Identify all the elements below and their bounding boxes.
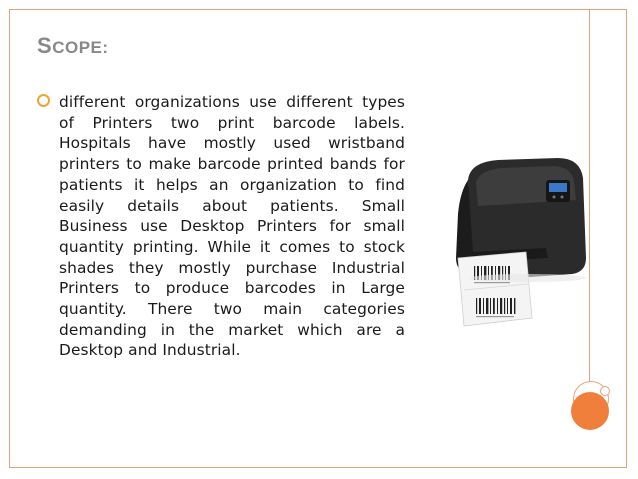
bullet-text: different organizations use different types of Printers two print barcode labels. Hospitals have mostly used wristband printers to make barcode printed bands for patients it helps an organization to find easily details about patients. Small Business use Desktop Printers for small quantity printing. While it comes to stock shades they mostly purchase Industrial Printers to produce barcodes in Large quantity. There two main categories demanding in the market which are a Desktop and Industrial. (59, 93, 405, 360)
decorative-circle-small (600, 386, 610, 396)
accent-rule (589, 9, 590, 395)
title-rest: COPE: (52, 38, 109, 57)
slide-title (37, 33, 109, 59)
bullet-list (37, 92, 407, 361)
title-initial: S (37, 33, 53, 58)
decorative-circle-filled (571, 392, 609, 430)
barcode-printer-image (428, 140, 588, 340)
bullet-icon (37, 94, 50, 107)
